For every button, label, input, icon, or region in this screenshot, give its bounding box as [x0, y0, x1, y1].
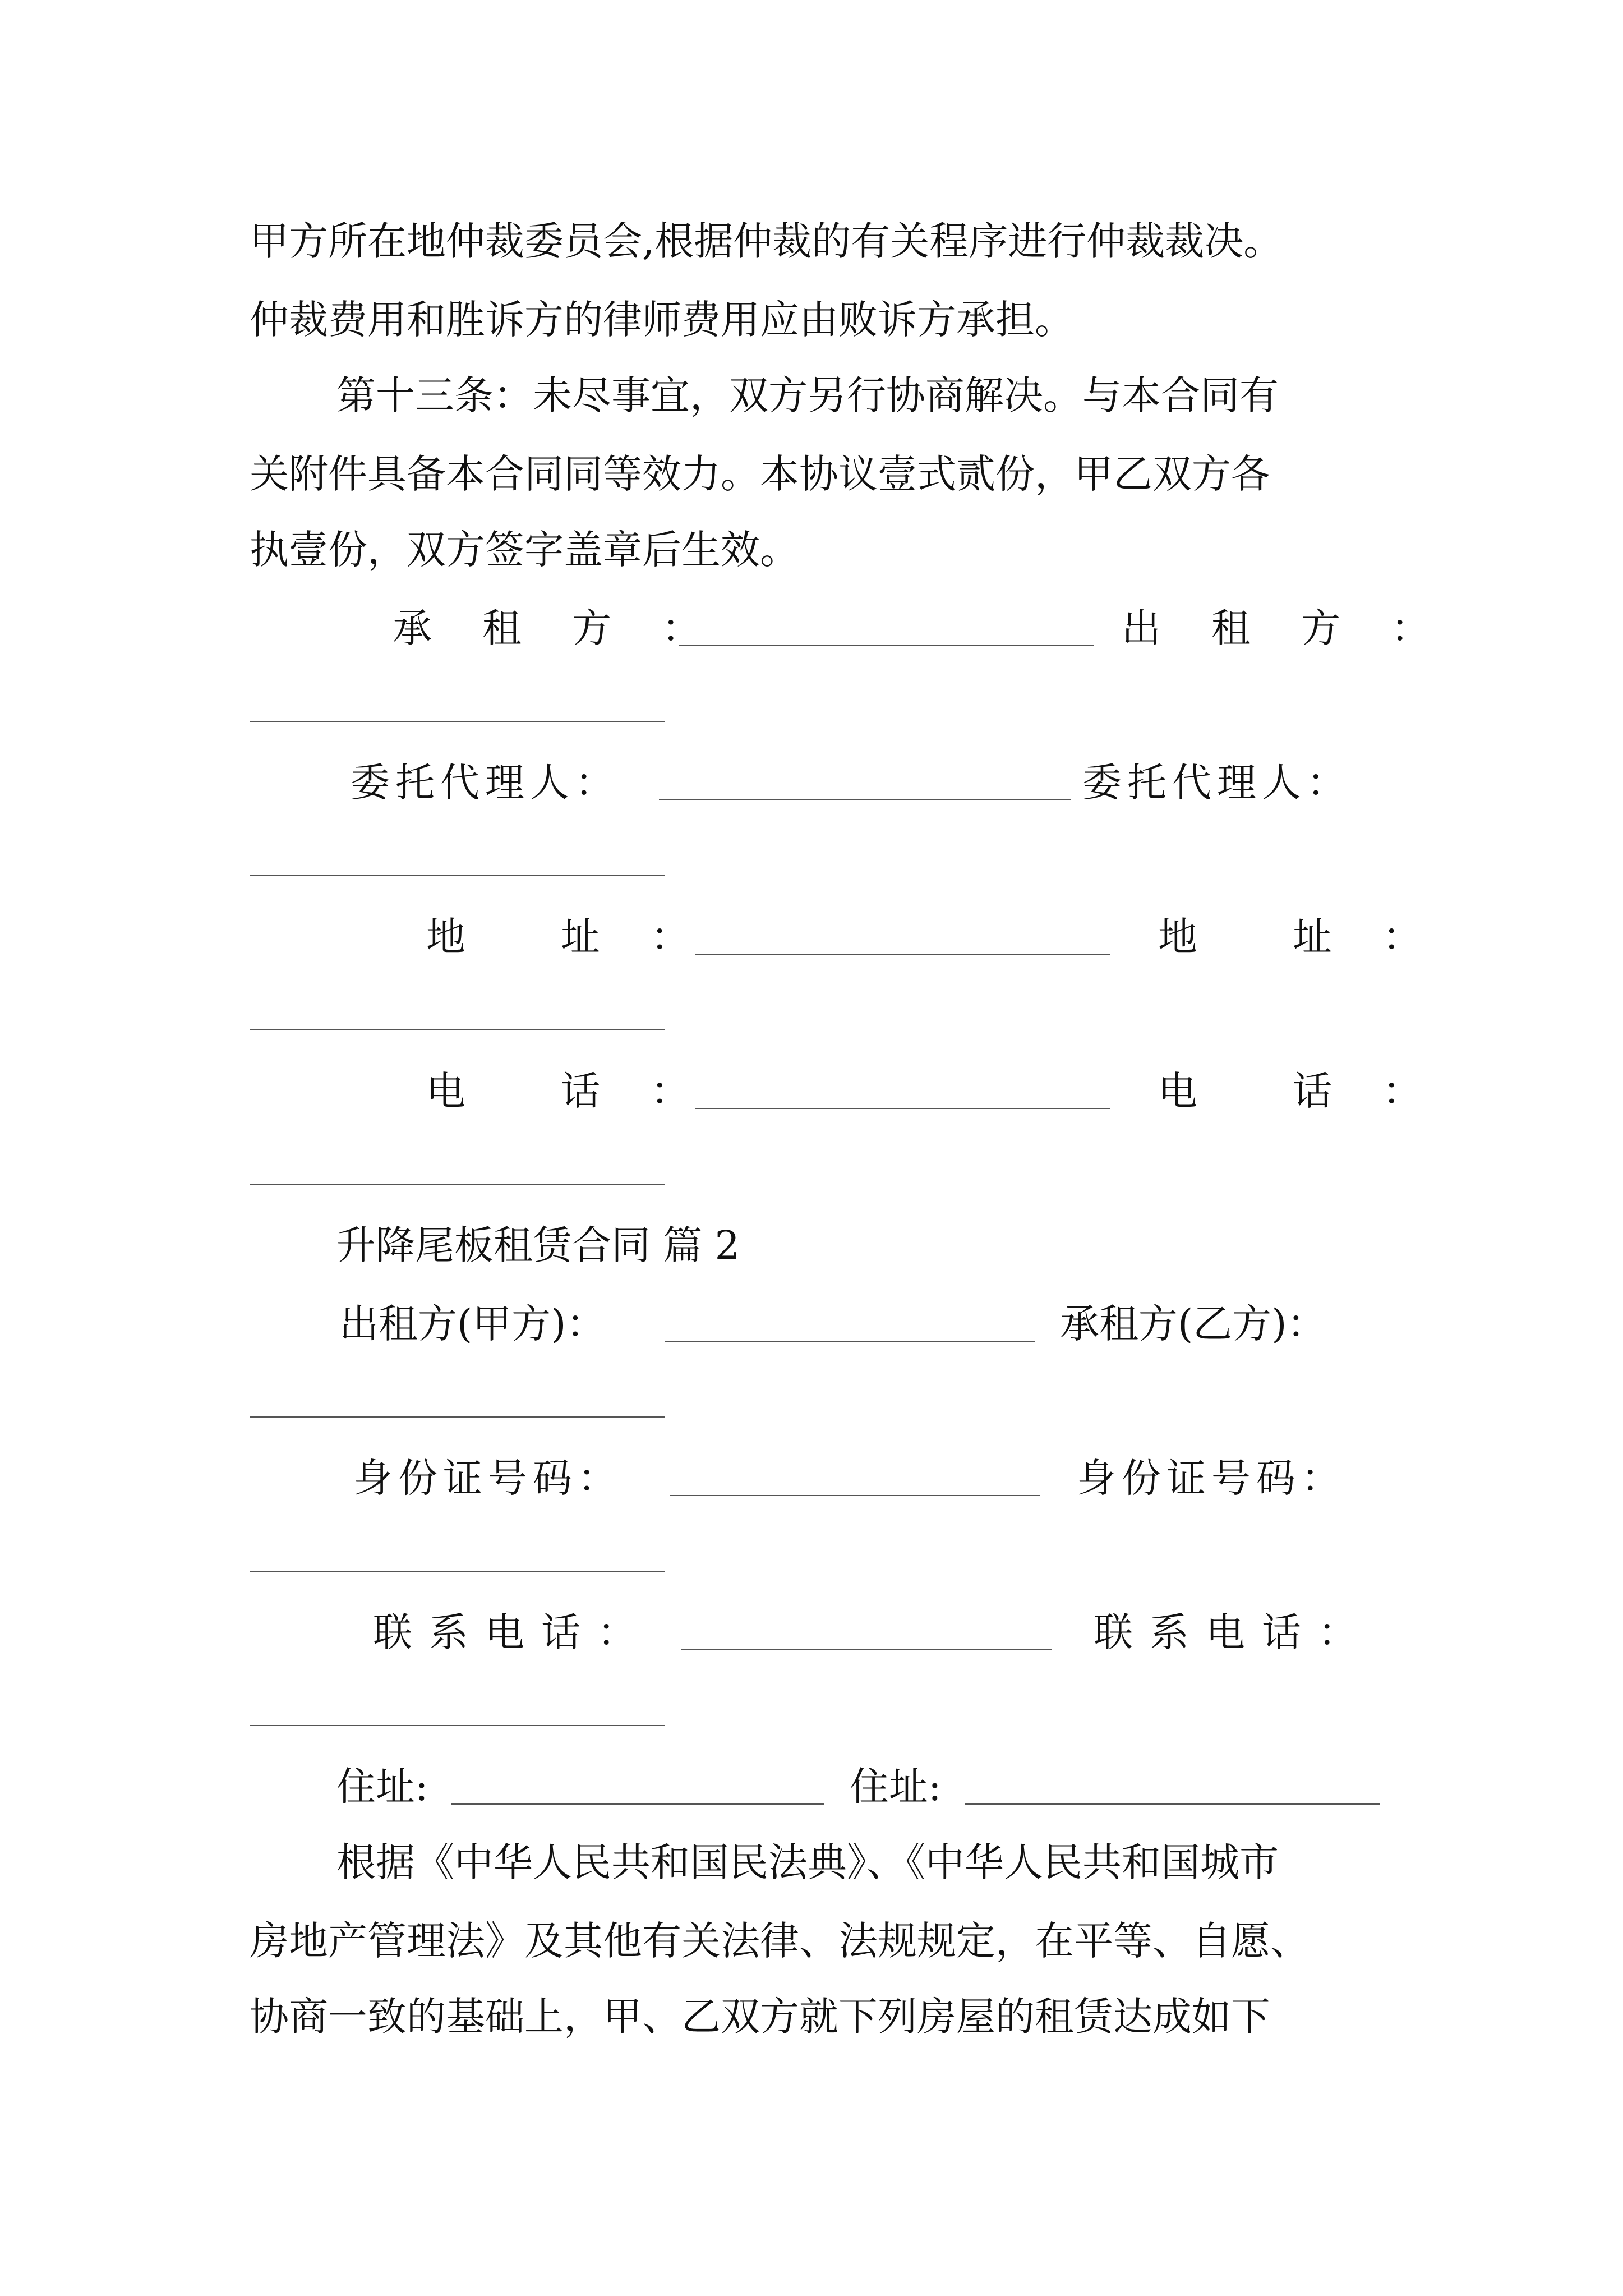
intro-line: 房地产管理法》及其他有关法律、法规规定，在平等、自愿、 — [250, 1918, 1310, 1964]
residence-blank-right[interactable] — [965, 1803, 1380, 1805]
address-label-left: 地 址 ： — [426, 914, 695, 960]
contract2-lessor-label: 出租方(甲方)： — [339, 1301, 606, 1347]
intro-line: 协商一致的基础上，甲、乙双方就下列房屋的租赁达成如下 — [250, 1994, 1270, 2040]
contract2-lessor-blank[interactable] — [665, 1341, 1035, 1342]
residence-label-left: 住址: — [336, 1764, 428, 1810]
paragraph-line: 仲裁费用和胜诉方的律师费用应由败诉方承担。 — [250, 297, 1074, 343]
lessee-label: 承 租 方 ： — [393, 605, 707, 651]
id-number-label-left: 身份证号码： — [353, 1455, 623, 1501]
contact-phone-label-right: 联系电话： — [1094, 1609, 1374, 1655]
lessor-label: 出 租 方 ： — [1122, 605, 1436, 651]
agent-label-right: 委托代理人： — [1082, 760, 1352, 806]
article-13-line: 执壹份，双方签字盖章后生效。 — [250, 527, 799, 573]
id-number-blank-right[interactable] — [250, 1571, 665, 1572]
id-number-label-right: 身份证号码： — [1077, 1455, 1346, 1501]
residence-blank-left[interactable] — [451, 1803, 824, 1805]
phone-label-right: 电 话 ： — [1158, 1068, 1427, 1114]
phone-label-left: 电 话 ： — [426, 1068, 695, 1114]
article-13-line: 关附件具备本合同同等效力。本协议壹式贰份，甲乙双方各 — [250, 451, 1270, 497]
paragraph-line: 甲方所在地仲裁委员会,根据仲裁的有关程序进行仲裁裁决。 — [250, 218, 1283, 264]
contact-phone-blank-left[interactable] — [681, 1649, 1052, 1650]
agent-blank-right[interactable] — [250, 875, 665, 876]
article-13-line: 第十三条：未尽事宜，双方另行协商解决。与本合同有 — [336, 372, 1279, 418]
phone-blank-right[interactable] — [250, 1184, 665, 1185]
contract2-lessee-blank[interactable] — [250, 1416, 665, 1418]
lessor-signature-blank[interactable] — [250, 721, 665, 722]
address-blank-right[interactable] — [250, 1029, 665, 1030]
contract2-lessee-label: 承租方(乙方)： — [1060, 1301, 1326, 1347]
intro-line: 根据《中华人民共和国民法典》、《中华人民共和国城市 — [336, 1839, 1279, 1885]
contact-phone-blank-right[interactable] — [250, 1725, 665, 1726]
residence-label-right: 住址: — [850, 1764, 942, 1810]
address-label-right: 地 址 ： — [1158, 914, 1427, 960]
agent-label-left: 委托代理人： — [351, 760, 620, 806]
agent-blank-left[interactable] — [659, 799, 1071, 800]
contract2-heading: 升降尾板租赁合同 篇 2 — [336, 1222, 740, 1268]
contact-phone-label-left: 联系电话： — [373, 1609, 653, 1655]
phone-blank-left[interactable] — [695, 1108, 1110, 1109]
lessee-signature-blank[interactable] — [679, 645, 1094, 646]
address-blank-left[interactable] — [695, 954, 1110, 955]
id-number-blank-left[interactable] — [670, 1495, 1040, 1496]
